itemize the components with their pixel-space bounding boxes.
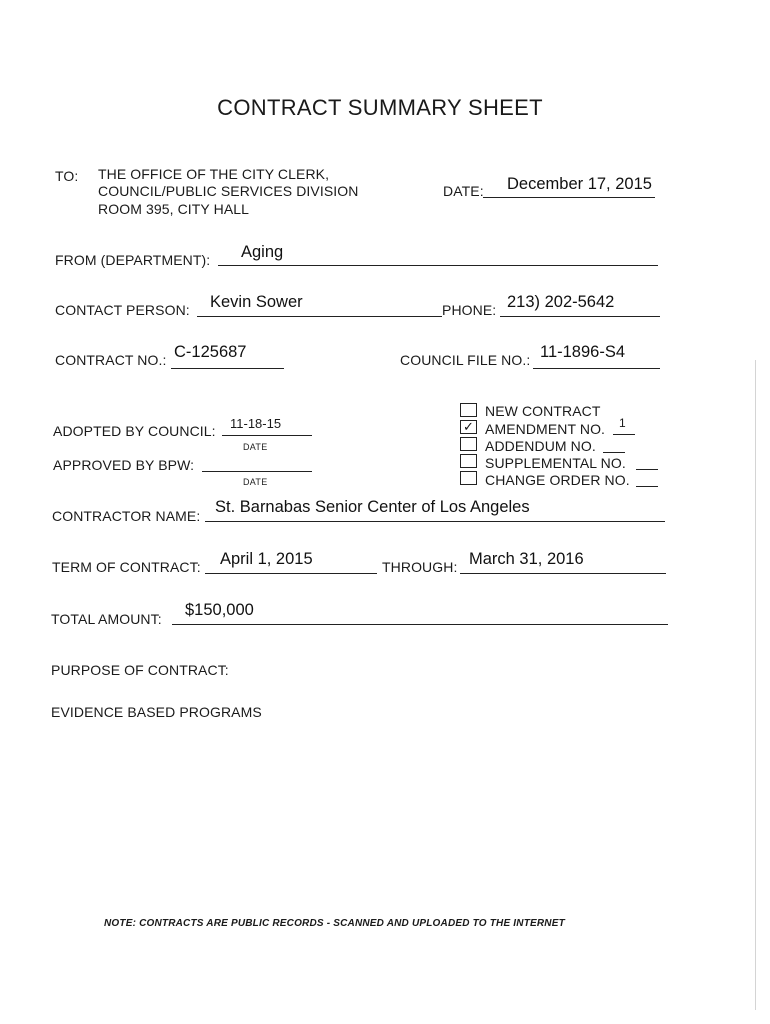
- term-end-value[interactable]: March 31, 2016: [469, 550, 584, 568]
- amendment-label: AMENDMENT NO.: [485, 421, 606, 437]
- through-label: THROUGH:: [382, 559, 458, 575]
- supplemental-label: SUPPLEMENTAL NO.: [485, 455, 626, 471]
- contract-no-underline: [171, 368, 284, 369]
- contractor-name-label: CONTRACTOR NAME:: [52, 508, 201, 524]
- total-amount-value[interactable]: $150,000: [185, 601, 254, 619]
- scan-edge-line: [755, 360, 756, 1010]
- new-contract-checkbox[interactable]: [460, 403, 477, 417]
- contact-person-label: CONTACT PERSON:: [55, 302, 190, 318]
- approved-by-bpw-label: APPROVED BY BPW:: [53, 457, 195, 473]
- date-underline: [483, 197, 655, 198]
- addendum-label: ADDENDUM NO.: [485, 438, 596, 454]
- change-order-number-underline: [636, 486, 658, 487]
- contractor-name-value[interactable]: St. Barnabas Senior Center of Los Angeles: [215, 498, 530, 516]
- term-start-underline: [205, 573, 377, 574]
- contractor-name-underline: [205, 521, 665, 522]
- to-address-line-3: ROOM 395, CITY HALL: [98, 201, 250, 217]
- supplemental-number-underline: [636, 469, 658, 470]
- adopted-by-council-underline: [222, 435, 312, 436]
- adopted-date-caption: DATE: [243, 442, 268, 452]
- purpose-value: EVIDENCE BASED PROGRAMS: [51, 704, 262, 720]
- term-start-value[interactable]: April 1, 2015: [220, 550, 313, 568]
- page-title: CONTRACT SUMMARY SHEET: [217, 95, 543, 120]
- change-order-label: CHANGE ORDER NO.: [485, 472, 630, 488]
- from-underline: [218, 265, 658, 266]
- phone-underline: [500, 316, 660, 317]
- approved-by-bpw-underline: [202, 471, 312, 472]
- phone-value[interactable]: 213) 202-5642: [507, 293, 615, 311]
- purpose-label: PURPOSE OF CONTRACT:: [51, 662, 229, 678]
- term-label: TERM OF CONTRACT:: [52, 559, 201, 575]
- date-label: DATE:: [443, 183, 484, 199]
- council-file-underline: [533, 368, 660, 369]
- council-file-value[interactable]: 11-1896-S4: [540, 343, 626, 361]
- adopted-by-council-label: ADOPTED BY COUNCIL:: [53, 423, 216, 439]
- amendment-number[interactable]: 1: [619, 416, 626, 430]
- addendum-number-underline: [603, 452, 625, 453]
- phone-label: PHONE:: [442, 302, 497, 318]
- public-records-note: NOTE: CONTRACTS ARE PUBLIC RECORDS - SCANNED AND UPLOADED TO THE INTERNET: [104, 918, 565, 929]
- from-value[interactable]: Aging: [241, 243, 284, 261]
- amendment-number-underline: [613, 434, 635, 435]
- contact-person-value[interactable]: Kevin Sower: [210, 293, 303, 311]
- contract-no-label: CONTRACT NO.:: [55, 352, 167, 368]
- new-contract-label: NEW CONTRACT: [485, 403, 601, 419]
- approved-date-caption: DATE: [243, 477, 268, 487]
- date-value[interactable]: December 17, 2015: [507, 175, 652, 193]
- amendment-checkbox[interactable]: [460, 420, 477, 434]
- contact-person-underline: [197, 316, 442, 317]
- total-amount-label: TOTAL AMOUNT:: [51, 611, 162, 627]
- contract-no-value[interactable]: C-125687: [174, 343, 247, 361]
- addendum-checkbox[interactable]: [460, 437, 477, 451]
- change-order-checkbox[interactable]: [460, 471, 477, 485]
- check-mark-icon: ✓: [463, 419, 474, 434]
- to-label: TO:: [55, 168, 79, 184]
- council-file-label: COUNCIL FILE NO.:: [400, 352, 531, 368]
- to-address-line-2: COUNCIL/PUBLIC SERVICES DIVISION: [98, 183, 359, 199]
- adopted-by-council-value[interactable]: 11-18-15: [230, 416, 282, 431]
- to-address-line-1: THE OFFICE OF THE CITY CLERK,: [98, 166, 330, 182]
- from-label: FROM (DEPARTMENT):: [55, 252, 211, 268]
- term-end-underline: [460, 573, 666, 574]
- supplemental-checkbox[interactable]: [460, 454, 477, 468]
- total-amount-underline: [172, 624, 668, 625]
